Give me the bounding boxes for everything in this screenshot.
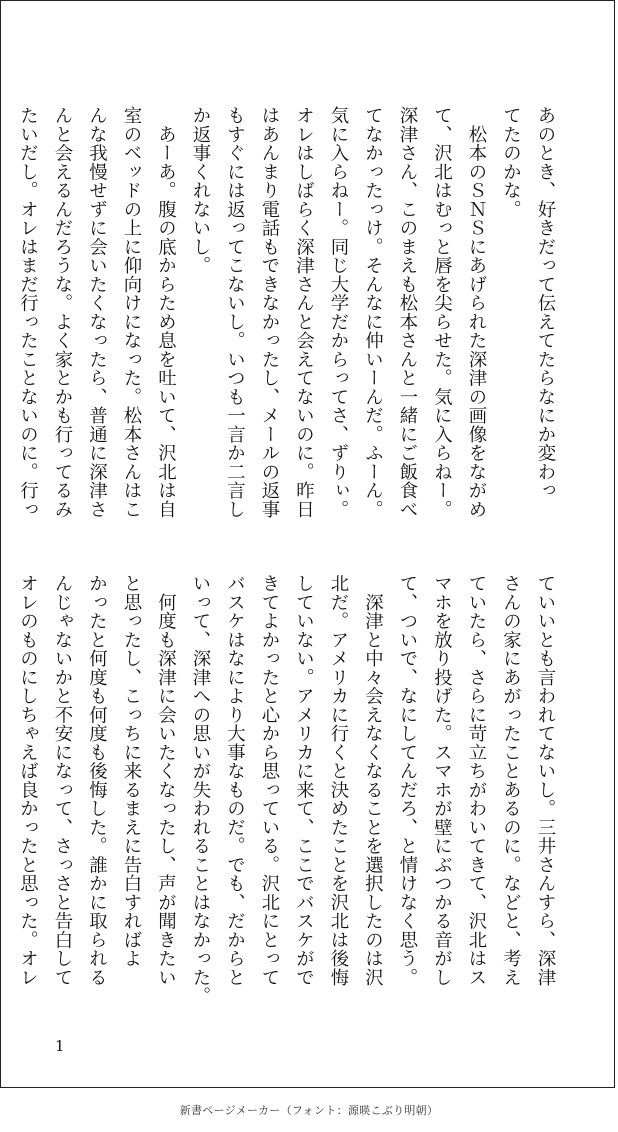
text-line: 何度も深津に会いたくなったし、声が聞きたい xyxy=(155,574,177,987)
text-line: 深津と中々会えなくなることを選択したのは沢 xyxy=(362,574,384,987)
text-line: ていいとも言われてないし。三井さんすら、深津 xyxy=(535,574,556,987)
footer-credit: 新書ページメーカー（フォント：源暎こぶり明朝） xyxy=(179,1104,439,1117)
text-line: あのとき、好きだって伝えてたらなにか変わっ xyxy=(535,106,556,500)
text-line: 気に入らねー。同じ大学だからってさ、ずりぃ。 xyxy=(328,106,349,519)
text-line: 室のベッドの上に仰向けになった。松本さんはこ xyxy=(121,106,142,519)
text-line: マホを放り投げた。スマホが壁にぶつかる音がし xyxy=(431,574,453,987)
lower-text-block xyxy=(10,574,562,1004)
text-line: て、沢北はむっと唇を尖らせた。気に入らねー。 xyxy=(431,106,453,519)
text-line: んと会えるんだろうな。よく家とかも行ってるみ xyxy=(52,106,73,519)
text-line: てたのかな。 xyxy=(500,106,522,219)
text-line: んな我慢せずに会いたくなったら、普通に深津さ xyxy=(86,106,108,519)
text-line: あーあ。腹の底からため息を吐いて、沢北は自 xyxy=(155,106,177,519)
page-number: 1 xyxy=(55,1037,65,1055)
text-line: 深津さん、このまえも松本さんと一緒にご飯食べ xyxy=(397,106,418,519)
text-line: バスケはなにより大事なものだ。でも、だからと xyxy=(224,574,246,987)
text-line: てなかったっけ。そんなに仲いーんだ。ふーん。 xyxy=(362,106,384,519)
text-line: さんの家にあがったことあるのに。などと、考え xyxy=(500,574,522,987)
text-line: はあんまり電話もできなかったし、メールの返事 xyxy=(259,106,280,519)
text-line: もすぐには返ってこないし。いつも一言か二言し xyxy=(224,106,246,519)
text-line: て、ついで、なにしてんだろ、と情けなく思う。 xyxy=(397,574,418,987)
text-line: いって、深津への思いが失われることはなかった。 xyxy=(190,574,211,1006)
text-line: と思ったし、こっちに来るまえに告白すればよ xyxy=(121,574,142,968)
upper-text-block xyxy=(10,106,562,536)
text-line: オレのものにしちゃえば良かったと思った。オレ xyxy=(17,574,39,987)
text-line: オレはしばらく深津さんと会えてないのに。昨日 xyxy=(293,106,315,519)
text-line: ていたら、さらに苛立ちがわいてきて、沢北はス xyxy=(466,574,487,987)
text-line: 北だ。アメリカに行くと決めたことを沢北は後悔 xyxy=(328,574,349,987)
text-line: んじゃないかと不安になって、さっさと告白して xyxy=(52,574,73,987)
text-line: 松本のＳＮＳにあげられた深津の画像をながめ xyxy=(466,106,487,519)
text-line: かったと何度も何度も後悔した。誰かに取られる xyxy=(86,574,108,987)
text-line: きてよかったと心から思っている。沢北にとって xyxy=(259,574,280,987)
text-line: か返事くれないし。 xyxy=(190,106,211,275)
text-line: たいだし。オレはまだ行ったことないのに。行っ xyxy=(17,106,39,519)
text-line: していない。アメリカに来て、ここでバスケがで xyxy=(293,574,315,987)
